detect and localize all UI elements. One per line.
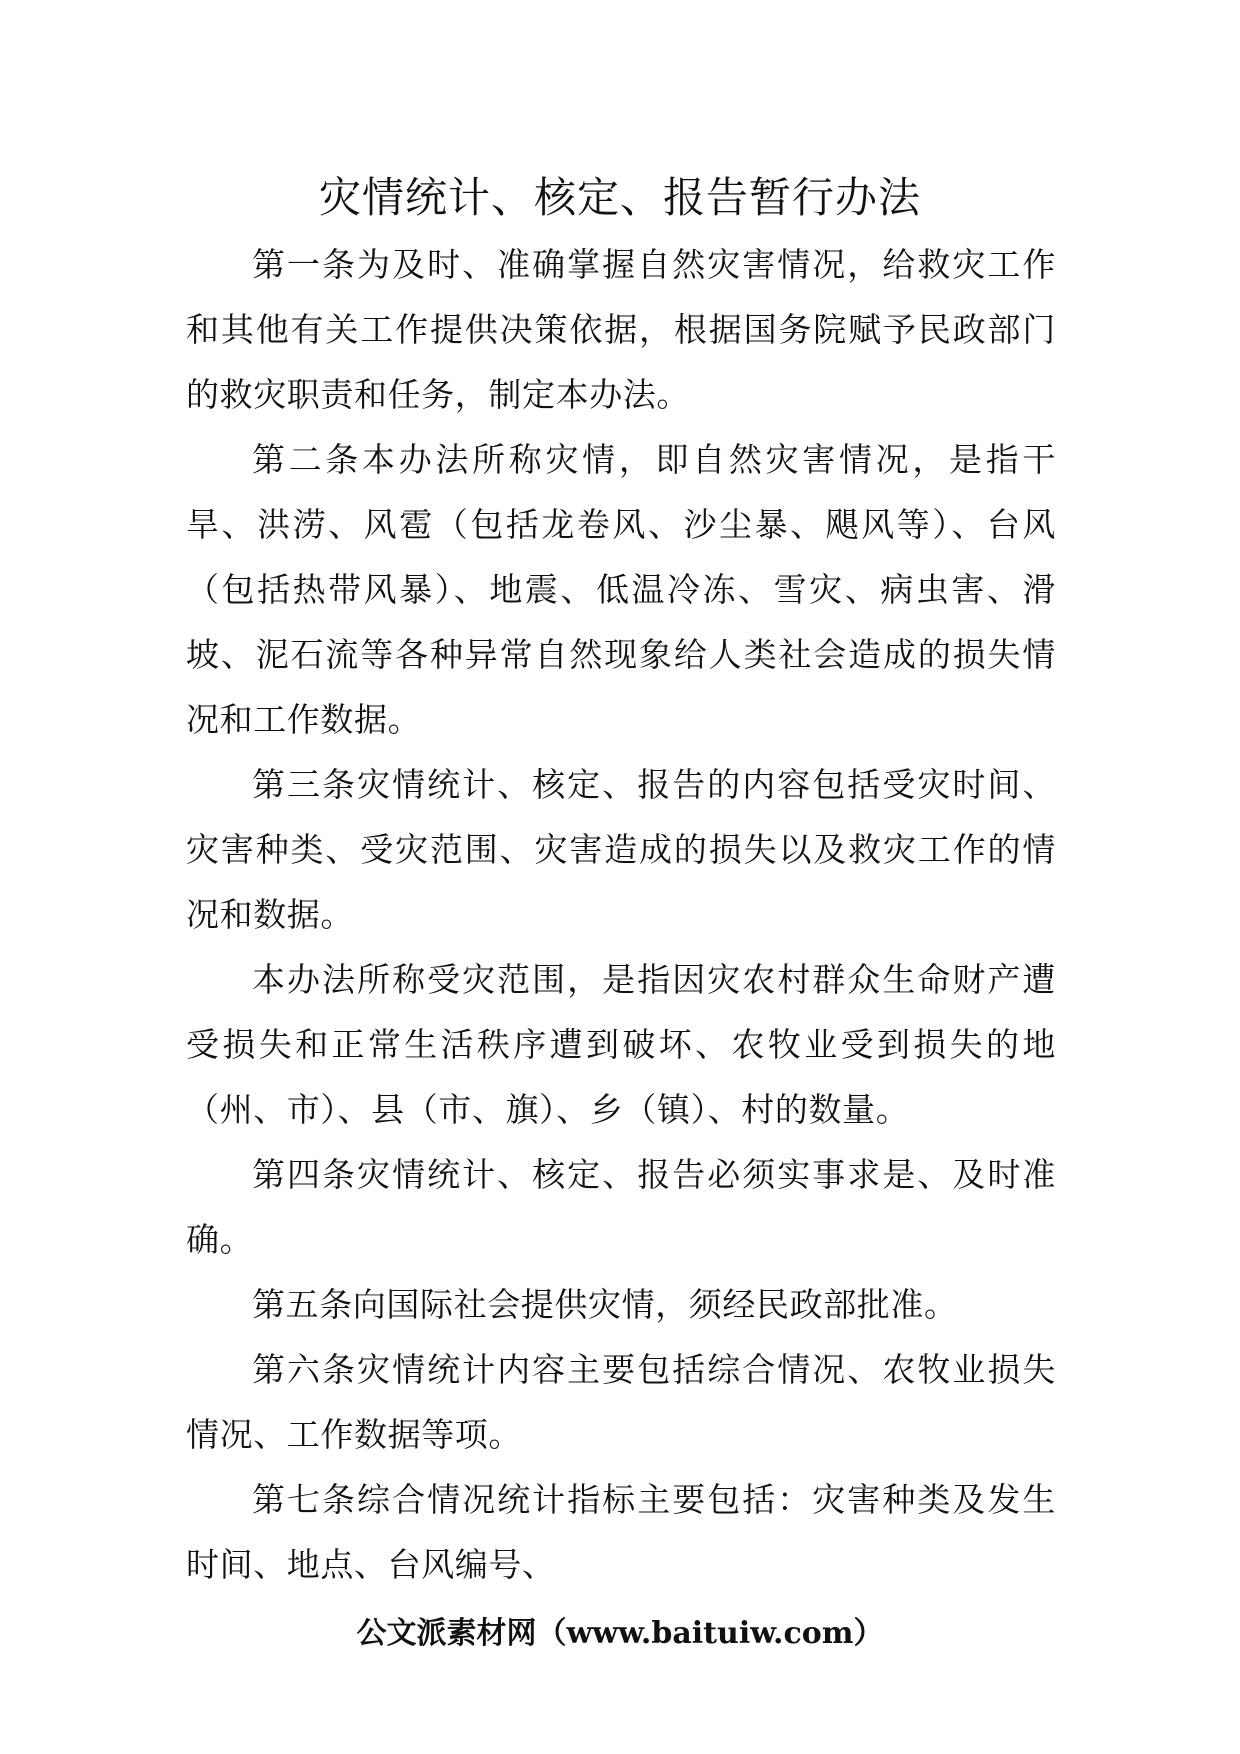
article-7-paragraph: 第七条综合情况统计指标主要包括：灾害种类及发生时间、地点、台风编号、: [186, 1480, 1056, 1584]
document-title: 灾情统计、核定、报告暂行办法: [318, 173, 921, 222]
article-4-paragraph: 第四条灾情统计、核定、报告必须实事求是、及时准确。: [186, 1155, 1056, 1259]
source-footer: 公文派素材网（www.baituiw.com）: [356, 1616, 884, 1651]
article-5-paragraph: 第五条向国际社会提供灾情，须经民政部批准。: [252, 1285, 958, 1324]
article-3-paragraph: 第三条灾情统计、核定、报告的内容包括受灾时间、灾害种类、受灾范围、灾害造成的损失以及救灾工作的情况和数据。: [186, 765, 1056, 934]
document-body: [186, 232, 1056, 1597]
article-6-paragraph: 第六条灾情统计内容主要包括综合情况、农牧业损失情况、工作数据等项。: [186, 1350, 1056, 1454]
article-1-paragraph: 第一条为及时、准确掌握自然灾害情况，给救灾工作和其他有关工作提供决策依据，根据国务院赋予民政部门的救灾职责和任务，制定本办法。: [186, 245, 1056, 414]
article-2-paragraph: 第二条本办法所称灾情，即自然灾害情况，是指干旱、洪涝、风雹（包括龙卷风、沙尘暴、飓风等）、台风（包括热带风暴）、地震、低温冷冻、雪灾、病虫害、滑坡、泥石流等各种异常自然现象给人类社会造成的损失情况和工作数据。: [186, 440, 1056, 739]
affected-scope-paragraph: 本办法所称受灾范围，是指因灾农村群众生命财产遭受损失和正常生活秩序遭到破坏、农牧业受到损失的地（州、市）、县（市、旗）、乡（镇）、村的数量。: [186, 960, 1056, 1129]
